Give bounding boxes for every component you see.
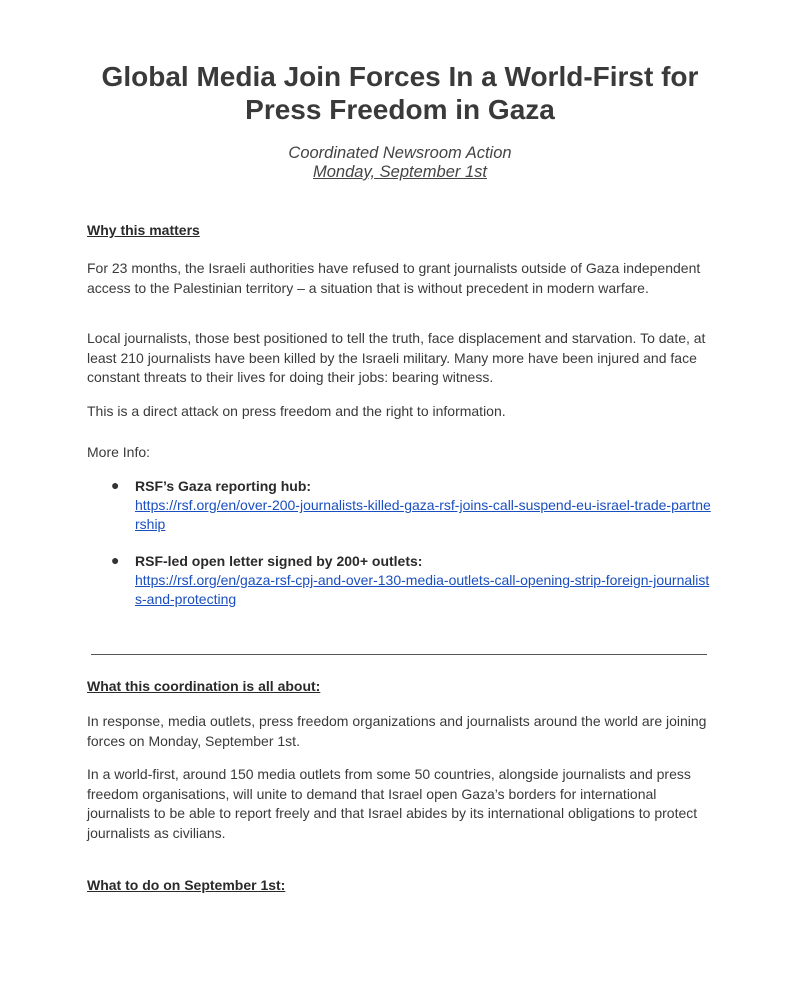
paragraph: Local journalists, those best positioned to tell the truth, face displacement and starvation. To date, at least 210 journalists have been killed by the Israeli military. Many more have been injured and face constant threats to their lives for doing their jobs: bearing witness. xyxy=(87,330,706,385)
link-rsf-hub[interactable]: https://rsf.org/en/over-200-journalists-killed-gaza-rsf-joins-call-suspend-eu-israel-trade-partnership xyxy=(135,497,711,532)
more-info-label: More Info: xyxy=(87,444,151,460)
link-label: RSF’s Gaza reporting hub: xyxy=(135,478,312,494)
horizontal-divider xyxy=(91,654,707,655)
link-label: RSF-led open letter signed by 200+ outlets: xyxy=(135,553,423,569)
bullet-icon: ● xyxy=(111,552,120,568)
bullet-icon: ● xyxy=(111,477,120,493)
section-heading-why: Why this matters xyxy=(87,222,200,238)
document-title: Global Media Join Forces In a World-First for Press Freedom in Gaza xyxy=(101,61,699,125)
list-item xyxy=(135,477,715,534)
subtitle: Coordinated Newsroom Action xyxy=(288,144,512,162)
date: Monday, September 1st xyxy=(313,163,487,181)
list-item xyxy=(135,552,715,609)
section-heading-coordination: What this coordination is all about: xyxy=(87,678,321,694)
paragraph: In a world-first, around 150 media outlets from some 50 countries, alongside journalists and press freedom organisations, will unite to demand that Israel open Gaza’s borders for international journalists to be able to report freely and that Israel abides by its international obligations to protect journalists as civilians. xyxy=(87,766,698,841)
paragraph: In response, media outlets, press freedom organizations and journalists around the world are joining forces on Monday, September 1st. xyxy=(87,713,707,749)
paragraph: For 23 months, the Israeli authorities have refused to grant journalists outside of Gaza independent access to the Palestinian territory – a situation that is without precedent in modern warfare. xyxy=(87,260,701,296)
link-open-letter[interactable]: https://rsf.org/en/gaza-rsf-cpj-and-over-130-media-outlets-call-opening-strip-foreign-journalists-and-protecting xyxy=(135,572,710,607)
section-heading-what-to-do: What to do on September 1st: xyxy=(87,877,286,893)
paragraph: This is a direct attack on press freedom and the right to information. xyxy=(87,403,506,419)
